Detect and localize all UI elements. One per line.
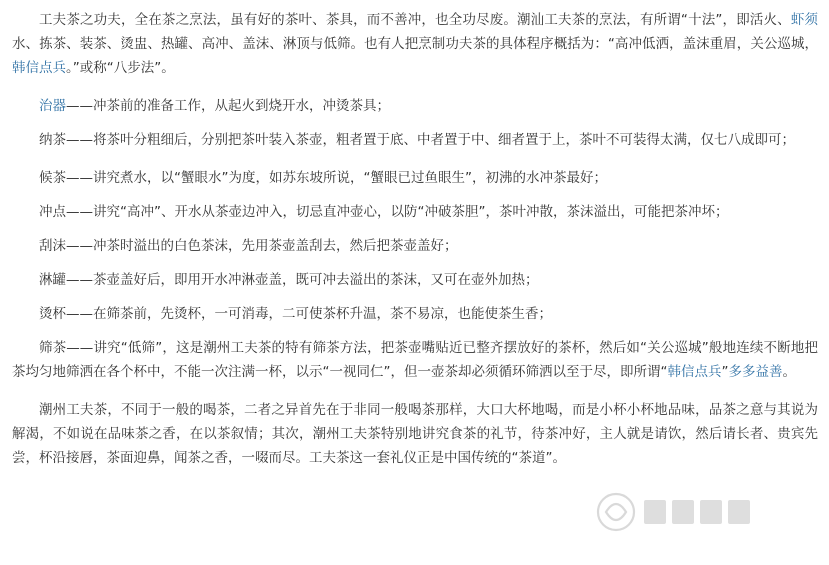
paragraph-text: ” [721, 364, 729, 380]
paragraph [12, 94, 818, 118]
paragraph-text: 烫杯——在筛茶前，先烫杯，一可消毒，二可使茶杯升温，茶不易凉，也能使茶生香； [39, 306, 552, 322]
paragraph-text: 冲点——讲究“高冲”、开水从茶壶边冲入，切忌直冲壶心，以防“冲破茶胆”，茶叶冲散，茶沫溢出，可能把茶冲坏； [39, 204, 729, 220]
paragraph [12, 128, 818, 152]
paragraph-text: 潮州工夫茶，不同于一般的喝茶，二者之异首先在于非同一般喝茶那样，大口大杯地喝，而是小杯小杯地品味，品茶之意与其说为解渴，不如说在品味茶之香，在以茶叙情；其次，潮州工夫茶特别地讲究食茶的礼节，待茶冲好，主人就是请饮，然后请长者、贵宾先尝，杯沿接唇，茶面迎鼻，闻茶之香，一啜而尽。工夫茶这一套礼仪正是中国传统的“茶道”。 [12, 402, 818, 466]
paragraph [12, 302, 818, 326]
paragraph [12, 200, 818, 224]
watermark-logo-icon [592, 482, 782, 542]
article-body [12, 8, 818, 480]
paragraph-text: ——冲茶前的准备工作，从起火到烧开水，冲烫茶具； [66, 98, 390, 114]
paragraph [12, 8, 818, 80]
paragraph [12, 268, 818, 292]
inline-link[interactable]: 治器 [39, 98, 66, 114]
paragraph-text: 。”或称“八步法”。 [66, 60, 175, 76]
paragraph [12, 234, 818, 258]
inline-link[interactable]: 多多益善 [728, 364, 783, 380]
inline-link[interactable]: 韩信点兵 [12, 60, 66, 76]
inline-link[interactable]: 韩信点兵 [667, 364, 722, 380]
paragraph-text: 纳茶——将茶叶分粗细后，分别把茶叶装入茶壶，粗者置于底、中者置于中、细者置于上，茶叶不可装得太满，仅七八成即可； [39, 132, 795, 148]
paragraph [12, 166, 818, 190]
paragraph-text: 淋罐——茶壶盖好后，即用开水冲淋壶盖，既可冲去溢出的茶沫，又可在壶外加热； [39, 272, 539, 288]
paragraph-text: 候茶——讲究煮水，以“蟹眼水”为度，如苏东坡所说，“蟹眼已过鱼眼生”，初沸的水冲茶最好； [39, 170, 607, 186]
paragraph [12, 398, 818, 470]
paragraph [12, 336, 818, 384]
paragraph-text: 工夫茶之功夫，全在茶之烹法，虽有好的茶叶、茶具，而不善冲，也全功尽废。潮汕工夫茶的烹法，有所谓“十法”，即活火、 [39, 12, 791, 28]
paragraph-text: 水、拣茶、装茶、烫盅、热罐、高冲、盖沫、淋顶与低筛。也有人把烹制功夫茶的具体程序概括为：“高冲低洒，盖沫重眉，关公巡城， [12, 36, 818, 52]
paragraph-text: 筛茶——讲究“低筛”，这是潮州工夫茶的特有筛茶方法，把茶壶嘴贴近已整齐摆放好的茶杯，然后如“关公巡城”般地连续不断地把茶均匀地筛洒在各个杯中，不能一次注满一杯，以示“一视同仁”，但一壶茶却必须循环筛洒以至于尽，即所谓“ [12, 340, 818, 380]
paragraph-text: 刮沫——冲茶时溢出的白色茶沫，先用茶壶盖刮去，然后把茶壶盖好； [39, 238, 458, 254]
inline-link[interactable]: 虾须 [790, 12, 818, 28]
paragraph-text: 。 [782, 364, 796, 380]
